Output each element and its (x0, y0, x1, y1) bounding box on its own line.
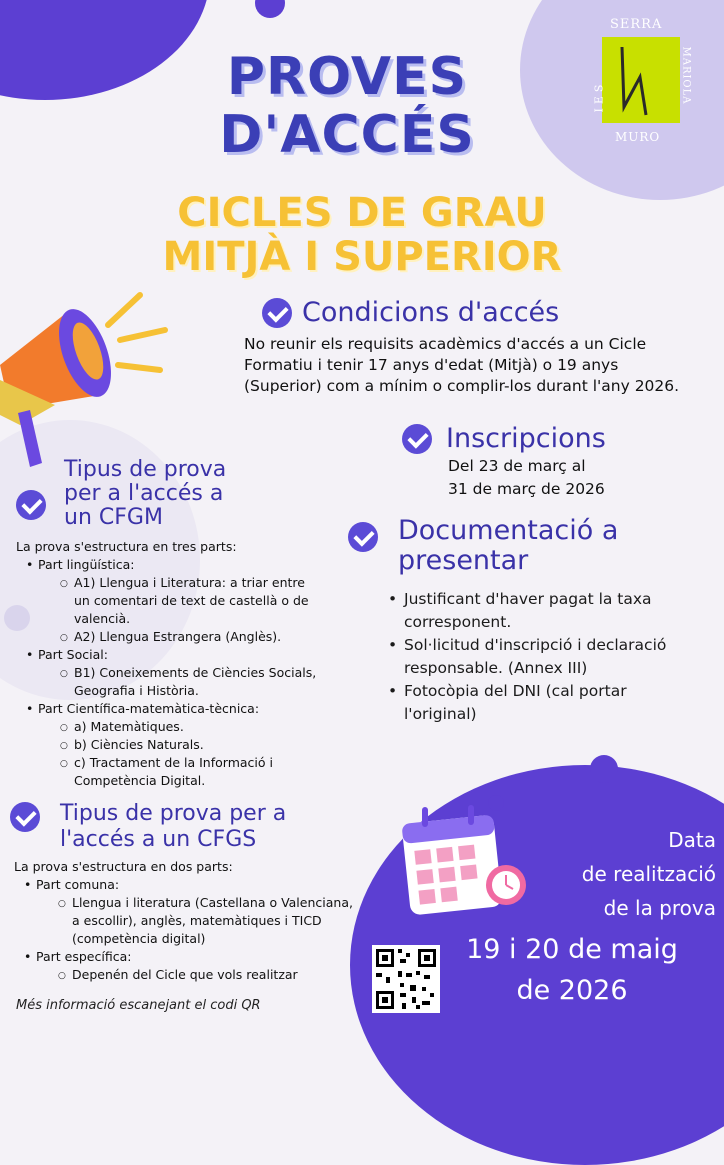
logo-bottom-text: MURO (615, 130, 661, 144)
documentation-item: • Sol·licitud d'inscripció i declaració responsable. (Annex III) (388, 634, 688, 680)
cfgm-part (38, 700, 336, 790)
documentation-check-icon (348, 522, 378, 552)
cfgm-section (16, 538, 336, 790)
exam-date-line-1: 19 i 20 de maig (466, 934, 678, 965)
cfgm-subitem: ○ a) Matemàtiques. (60, 718, 336, 736)
cfgm-subitem: ○ c) Tractament de la Informació i Competència Digital. (60, 754, 336, 790)
conditions-check-icon (262, 298, 292, 328)
exam-date-label-3: de la prova (603, 896, 716, 920)
logo-left-text: IES (592, 80, 606, 113)
cfgm-heading-1: Tipus de prova (64, 457, 227, 482)
cfgs-subitem: ○ Llengua i literatura (Castellana o Valenciana, a escollir), anglès, matemàtiques i TICD (competència digital) (58, 894, 359, 948)
cfgs-heading-2: l'accés a un CFGS (60, 827, 257, 852)
conditions-heading: Condicions d'accés (302, 297, 560, 328)
documentation-item: • Fotocòpia del DNI (cal portar l'original) (388, 680, 688, 726)
inscriptions-check-icon (402, 424, 432, 454)
inscriptions-line-1: Del 23 de març al (448, 457, 586, 475)
documentation-heading-2: presentar (398, 545, 529, 576)
cfgm-part-label: Part Científica-matemàtica-tècnica: (38, 701, 260, 716)
cfgs-part (36, 876, 359, 948)
cfgm-intro: La prova s'estructura en tres parts: (16, 539, 237, 554)
qr-note: Més informació escanejant el codi QR (16, 998, 261, 1013)
cfgs-part-label: Part comuna: (36, 877, 120, 892)
cfgs-part-label: Part específica: (36, 949, 132, 964)
cfgs-heading-1: Tipus de prova per a (60, 801, 287, 826)
qr-code[interactable] (372, 945, 440, 1013)
subtitle-line-2: MITJÀ I SUPERIOR (162, 234, 562, 280)
cfgm-part (38, 646, 336, 700)
calendar-icon (398, 805, 528, 920)
megaphone-icon (0, 285, 180, 475)
cfgm-part-label: Part Social: (38, 647, 108, 662)
documentation-heading-1: Documentació a (398, 515, 619, 546)
logo-top-text: SERRA (610, 17, 663, 32)
bg-circle-bottom-mid (590, 755, 618, 783)
exam-date-label-1: Data (668, 828, 716, 852)
cfgm-heading-3: un CFGM (64, 505, 163, 530)
cfgm-subitem: ○ A2) Llengua Estrangera (Anglès). (60, 628, 336, 646)
cfgs-parts (14, 876, 359, 984)
title-line-2: D'ACCÉS (219, 105, 475, 165)
cfgs-subitem: ○ Depenén del Cicle que vols realitzar (58, 966, 359, 984)
cfgm-heading-2: per a l'accés a (64, 481, 224, 506)
cfgm-subitem: ○ B1) Coneixements de Ciències Socials, Geografia i Història. (60, 664, 336, 700)
conditions-text: No reunir els requisits acadèmics d'accés a un Cicle Formatiu i tenir 17 anys d'edat (Mitjà) o 19 anys (Superior) com a mínim o complir-los durant l'any 2026. (244, 335, 680, 395)
documentation-list (388, 588, 688, 726)
cfgs-part (36, 948, 359, 984)
exam-date-line-2: de 2026 (516, 975, 628, 1006)
subtitle-line-1: CICLES DE GRAU (177, 190, 547, 236)
logo-right-text: MARIOLA (680, 46, 692, 105)
cfgm-part (38, 556, 336, 646)
inscriptions-heading: Inscripcions (446, 423, 606, 454)
title-line-1: PROVES (226, 47, 468, 107)
exam-date-label-2: de realització (581, 862, 716, 886)
cfgs-intro: La prova s'estructura en dos parts: (14, 859, 233, 874)
cfgm-part-label: Part lingüística: (38, 557, 135, 572)
cfgm-check-icon (16, 490, 46, 520)
cfgm-subitem: ○ b) Ciències Naturals. (60, 736, 336, 754)
cfgs-section (14, 858, 359, 984)
cfgm-subitem: ○ A1) Llengua i Literatura: a triar entre un comentari de text de castellà o de valencià. (60, 574, 336, 628)
cfgs-check-icon (10, 802, 40, 832)
inscriptions-line-2: 31 de març de 2026 (448, 480, 605, 498)
cfgm-parts (16, 556, 336, 790)
bg-circle-top (255, 0, 285, 18)
documentation-item: • Justificant d'haver pagat la taxa corresponent. (388, 588, 688, 634)
